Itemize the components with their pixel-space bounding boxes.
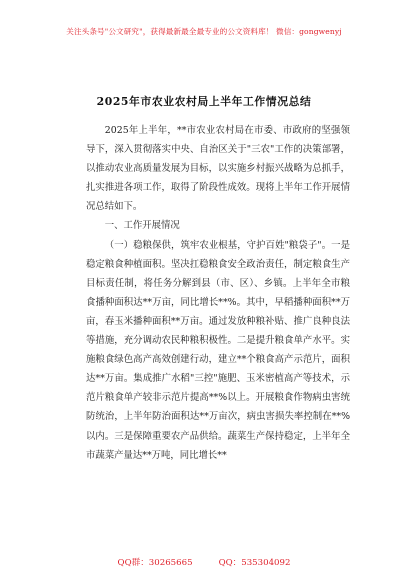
section-heading: 一、工作开展情况	[104, 220, 180, 232]
body-paragraph: （一）稳粮保供，筑牢农业根基，守护百姓"粮袋子"。一是稳定粮食种植面积。坚决扛稳粮食安全政治责任，制定粮食生产目标责任制，将任务分解到县（市、区）、乡镇。上半年全市粮食播种面积达**万亩，同比增长**%。其中，早稻播种面积**万亩，春玉米播种面积**万亩。通过发放种粮补贴、推广良种良法等措施，充分调动农民种粮积极性。二是提升粮食单产水平。实施粮食绿色高产高效创建行动，建立**个粮食高产示范片，面积达**万亩。集成推广水稻"三控"施肥、玉米密植高产等技术，示范片粮食单产较非示范片提高**%以上。开展粮食作物病虫害统防统治，上半年防治面积达**万亩次，病虫害损失率控制在**%以内。三是保障重要农产品供给。蔬菜生产保持稳定，上半年全市蔬菜产量达**万吨，同比增长**	[86, 239, 350, 461]
promo-banner: 关注头条号"公文研究"，获得最新最全最专业的公文资料库！ 微信：gongwenyj	[66, 27, 342, 36]
document-body	[86, 121, 350, 465]
qq-group-number: QQ群：30265665	[117, 558, 193, 568]
footer-contacts	[0, 556, 408, 568]
document-title: 2025年市农业农村局上半年工作情况总结	[96, 95, 312, 108]
qq-number: QQ：535304092	[218, 558, 291, 568]
intro-paragraph: 2025年上半年，**市农业农村局在市委、市政府的坚强领导下，深入贯彻落实中央、自治区关于"三农"工作的决策部署，以推动农业高质量发展为目标，以实施乡村振兴战略为总抓手，扎实推进各项工作，取得了阶段性成效。现将上半年工作开展情况总结如下。	[86, 125, 350, 213]
